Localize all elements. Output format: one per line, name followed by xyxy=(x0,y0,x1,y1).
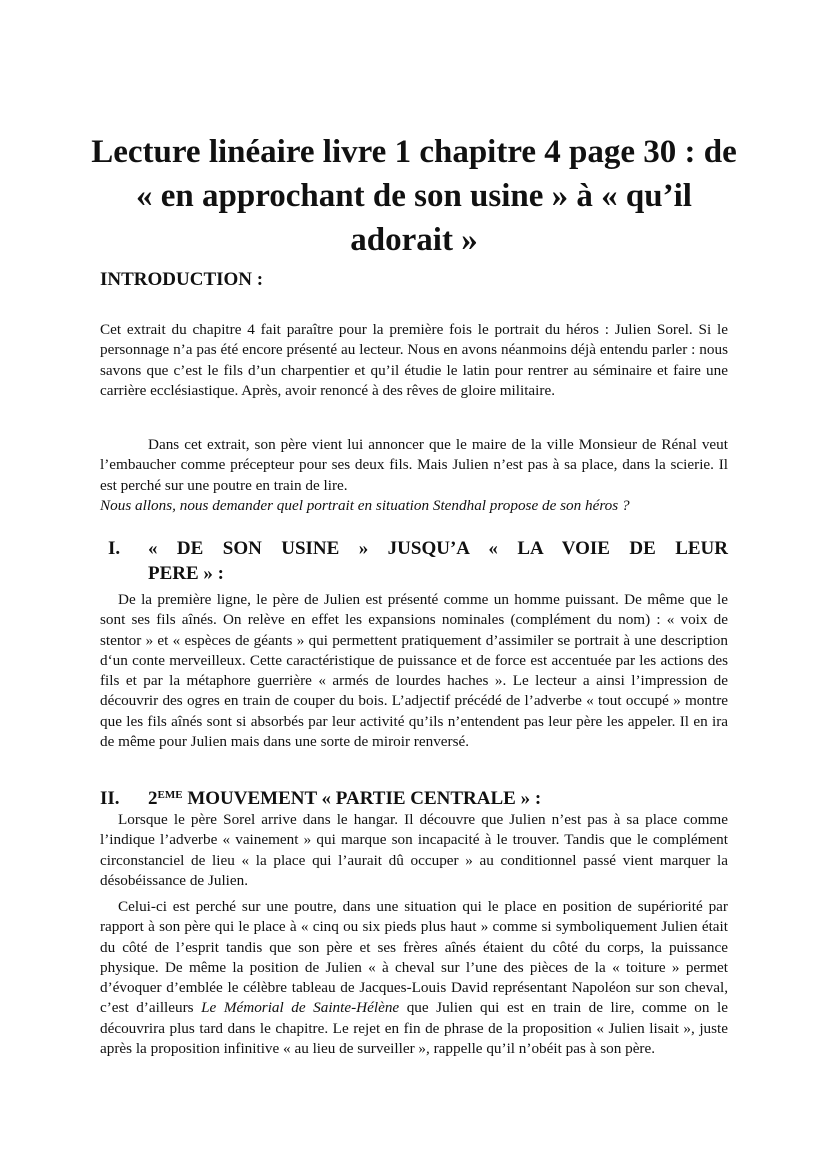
section-2-heading-superscript: EME xyxy=(157,789,183,801)
intro-question: Nous allons, nous demander quel portrait en situation Stendhal propose de son héros ? xyxy=(100,497,630,514)
section-1-heading-line-1: « DE SON USINE » JUSQU’A « LA VOIE DE LEUR xyxy=(148,538,728,559)
page-title: Lecture linéaire livre 1 chapitre 4 page 30 : de « en approchant de son usine » à « qu’il adorait » xyxy=(91,134,737,258)
intro-paragraph-2: Dans cet extrait, son père vient lui annoncer que le maire de la ville Monsieur de Rénal veut l’embaucher comme précepteur pour ses deux fils. Mais Julien n’est pas à sa place, dans la scierie. Il est perché sur une poutre en train de lire. xyxy=(100,436,728,494)
introduction-heading: INTRODUCTION : xyxy=(100,269,264,290)
intro-paragraph-1: Cet extrait du chapitre 4 fait paraître pour la première fois le portrait du héros : Julien Sorel. Si le personnage n’a pas été encore présenté au lecteur. Nous en avons néanmoins déjà entendu parler : nous savons que c’est le fils d’un charpentier et qu’il étudie le latin pour rentrer au séminaire et faire une carrière ecclésiastique. Après, avoir renoncé à des rêves de gloire militaire. xyxy=(100,321,728,399)
section-2-book-title: Le Mémorial de Sainte-Hélène xyxy=(201,999,400,1017)
section-2-body-2-part-2: que Julien qui est en train de lire, comme on le découvrira plus tard dans le chapitre. Le rejet en fin de phrase de la proposition « Julien lisait », juste après la proposition infinitive « au lieu de surveiller », rappelle qu’il n’obéit pas à son père. xyxy=(100,999,728,1058)
section-2-heading-rest: MOUVEMENT « PARTIE CENTRALE » : xyxy=(182,788,542,809)
section-2-heading xyxy=(100,783,728,811)
section-1-heading-line-2: PERE » : xyxy=(148,563,224,584)
section-1-number: I. xyxy=(108,538,121,559)
section-2-body-2-part-1: Celui-ci est perché sur une poutre, dans une situation qui le place en position de supériorité par rapport à son père qui le place à « cinq ou six pieds plus haut » comme si symboliquement Julien était du côté de l’esprit tandis que son père et ses frères aînés étaient du côté du corps, la puissance physique. De même la position de Julien « à cheval sur l’une des pièces de la « toiture » permet d’évoquer d’emblée le célèbre tableau de Jacques-Louis David représentant Napoléon sur son cheval, c’est d’ailleurs xyxy=(100,898,728,1017)
section-2-body-2 xyxy=(100,897,728,1059)
section-2-heading-prefix: 2 xyxy=(148,788,158,809)
section-2-number: II. xyxy=(100,788,120,809)
section-2-body-1: Lorsque le père Sorel arrive dans le hangar. Il découvre que Julien n’est pas à sa place comme l’indique l’adverbe « vainement » qui marque son incapacité à le trouver. Tandis que le complément circonstanciel de lieu « la place qui l’aurait dû occuper » au conditionnel passé vient marquer la désobéissance de Julien. xyxy=(100,811,728,889)
section-1-body: De la première ligne, le père de Julien est présenté comme un homme puissant. De même que le sont ses fils aînés. On relève en effet les expansions nominales (complément du nom) : « voix de stentor » et « espèces de géants » qui permettent pratiquement d’assimiler se portrait à une description d‘un conte merveilleux. Cette caractéristique de puissance et de force est accentuée par les actions des fils et par la métaphore guerrière « armés de lourdes haches ». Le lecteur a ainsi l’impression de découvrir des ogres en train de couper du bois. L’adjectif précédé de l’adverbe « tout occupé » montre que les fils aînés sont si absorbés par leur activité qu’ils n’entendent pas leur père les appeler. Il en ira de même pour Julien mais dans une sorte de miroir renversé. xyxy=(100,591,728,751)
